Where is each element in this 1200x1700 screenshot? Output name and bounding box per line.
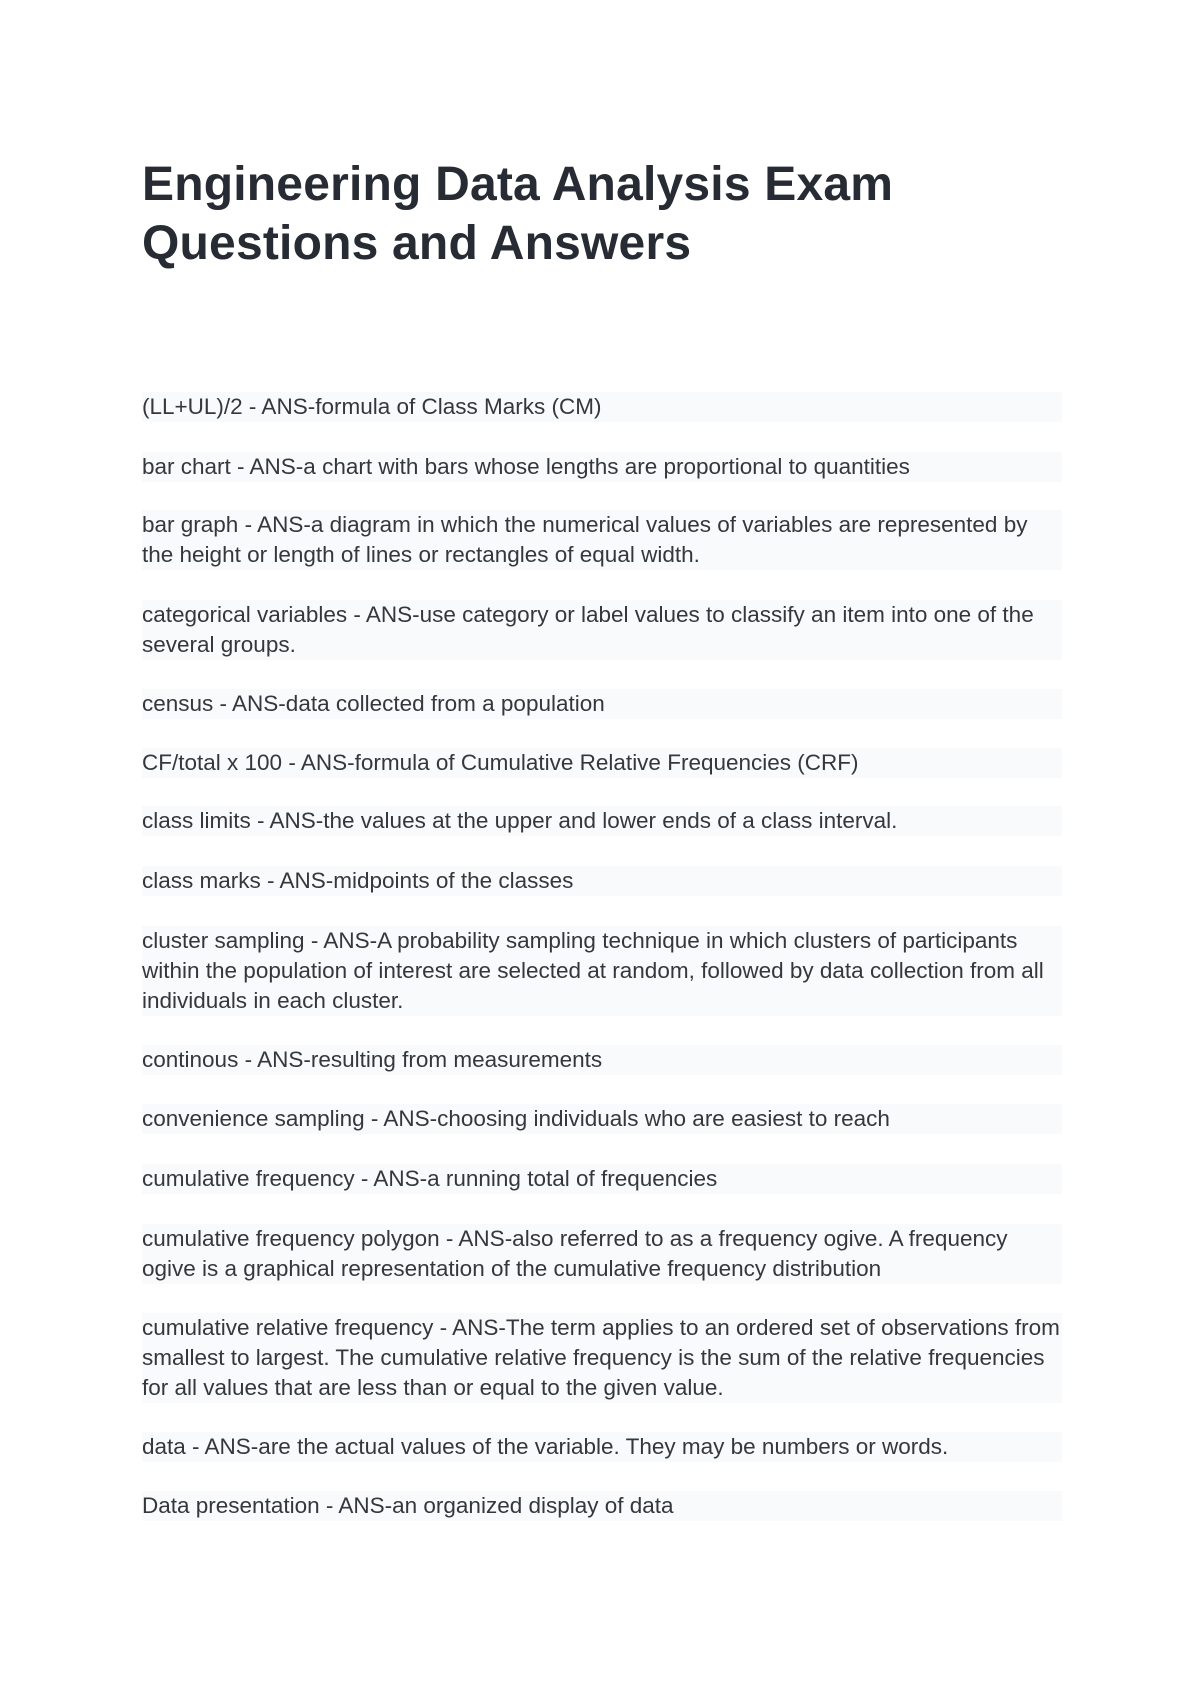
qa-entry: convenience sampling - ANS-choosing individuals who are easiest to reach	[142, 1104, 1062, 1134]
qa-entry: cluster sampling - ANS-A probability sampling technique in which clusters of participants within the population of interest are selected at random, followed by data collection from all individuals in each cluster.	[142, 926, 1062, 1016]
qa-entry: cumulative relative frequency - ANS-The term applies to an ordered set of observations from smallest to largest. The cumulative relative frequency is the sum of the relative frequencies for all values that are less than or equal to the given value.	[142, 1313, 1062, 1403]
qa-entry: census - ANS-data collected from a population	[142, 689, 1062, 719]
document-title: Engineering Data Analysis Exam Questions and Answers	[142, 158, 894, 270]
qa-entry: class marks - ANS-midpoints of the classes	[142, 866, 1062, 896]
qa-entry: cumulative frequency - ANS-a running total of frequencies	[142, 1164, 1062, 1194]
qa-entry: class limits - ANS-the values at the upper and lower ends of a class interval.	[142, 806, 1062, 836]
qa-entry: bar graph - ANS-a diagram in which the numerical values of variables are represented by the height or length of lines or rectangles of equal width.	[142, 510, 1062, 570]
qa-entry: data - ANS-are the actual values of the variable. They may be numbers or words.	[142, 1432, 1062, 1462]
qa-entry: CF/total x 100 - ANS-formula of Cumulative Relative Frequencies (CRF)	[142, 748, 1062, 778]
qa-entry: categorical variables - ANS-use category or label values to classify an item into one of the several groups.	[142, 600, 1062, 660]
qa-entry: continous - ANS-resulting from measurements	[142, 1045, 1062, 1075]
qa-entry: (LL+UL)/2 - ANS-formula of Class Marks (CM)	[142, 392, 1062, 422]
qa-entry: Data presentation - ANS-an organized display of data	[142, 1491, 1062, 1521]
qa-entry: bar chart - ANS-a chart with bars whose lengths are proportional to quantities	[142, 452, 1062, 482]
qa-entry: cumulative frequency polygon - ANS-also referred to as a frequency ogive. A frequency ogive is a graphical representation of the cumulative frequency distribution	[142, 1224, 1062, 1284]
